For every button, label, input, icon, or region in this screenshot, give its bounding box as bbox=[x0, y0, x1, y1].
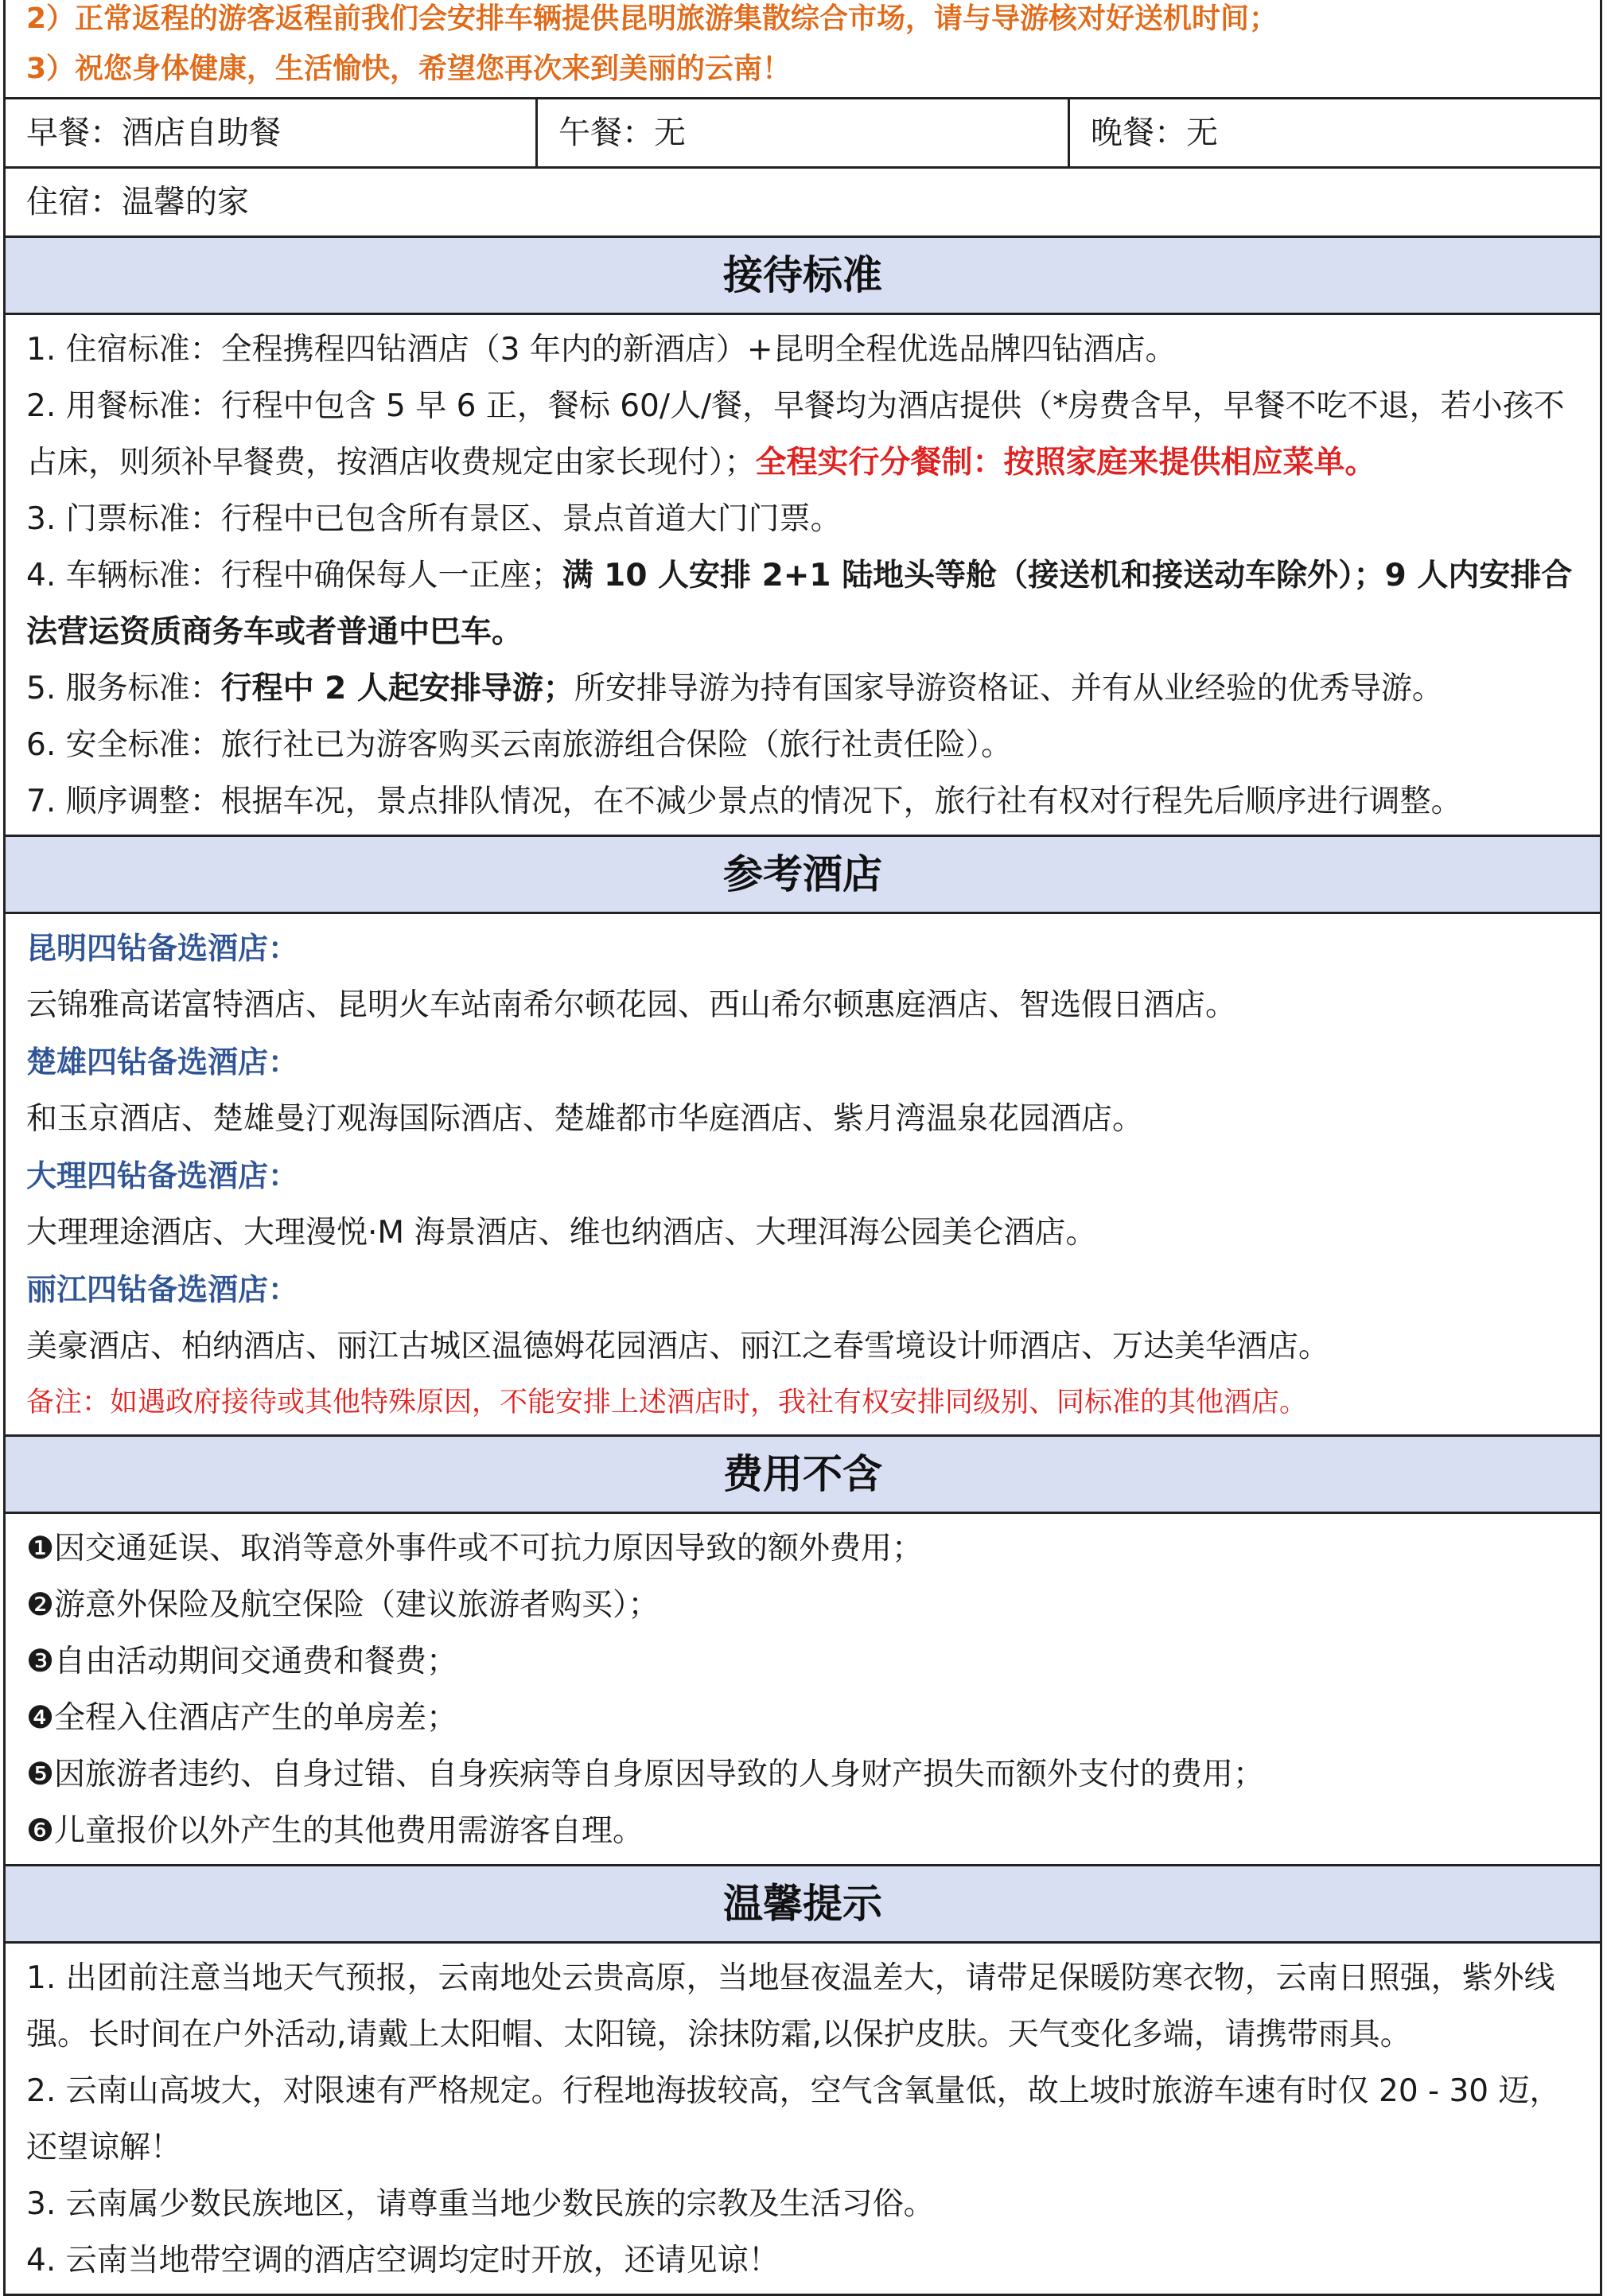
hotel-remark: 备注：如遇政府接待或其他特殊原因，不能安排上述酒店时，我社有权安排同级别、同标准的其他酒店。 bbox=[26, 1387, 1308, 1418]
itinerary-document bbox=[3, 0, 1602, 2296]
tip-item: 1. 出团前注意当地天气预报，云南地处云贵高原，当地昼夜温差大，请带足保暖防寒衣物，云南日照强，紫外线强。长时间在户外活动,请戴上太阳帽、太阳镜，涂抹防霜,以保护皮肤。天气变化多端，请携带雨具。 bbox=[26, 1960, 1555, 2053]
section-title-tips: 温馨提示 bbox=[6, 1864, 1600, 1944]
hotel-group-list: 大理理途酒店、大理漫悦·M 海景酒店、维也纳酒店、大理洱海公园美仑酒店。 bbox=[26, 1215, 1097, 1251]
standard-item-meals bbox=[26, 378, 1579, 491]
return-note: 2）正常返程的游客返程前我们会安排车辆提供昆明旅游集散综合市场，请与导游核对好送机时间； bbox=[26, 2, 1278, 35]
excluded-costs bbox=[6, 1514, 1600, 1864]
dinner-cell: 晚餐：无 bbox=[1091, 115, 1218, 151]
standard-item: 7. 顺序调整：根据车况，景点排队情况，在不减少景点的情况下，旅行社有权对行程先后顺序进行调整。 bbox=[26, 784, 1462, 819]
section-title-excluded: 费用不含 bbox=[6, 1434, 1600, 1514]
excluded-item: ❷游意外保险及航空保险（建议旅游者购买）； bbox=[26, 1587, 660, 1623]
hotel-group-heading: 楚雄四钻备选酒店： bbox=[26, 1045, 299, 1080]
hotel-group-list: 和玉京酒店、楚雄曼汀观海国际酒店、楚雄都市华庭酒店、紫月湾温泉花园酒店。 bbox=[26, 1101, 1144, 1137]
excluded-item: ❹全程入住酒店产生的单房差； bbox=[26, 1700, 457, 1736]
standard-emphasis: 行程中 2 人起安排导游； bbox=[220, 671, 574, 706]
standard-item: 3. 门票标准：行程中已包含所有景区、景点首道大门门票。 bbox=[26, 501, 842, 537]
standard-item-service bbox=[26, 660, 1579, 717]
tip-item: 3. 云南属少数民族地区，请尊重当地少数民族的宗教及生活习俗。 bbox=[26, 2186, 935, 2222]
excluded-item: ❻儿童报价以外产生的其他费用需游客自理。 bbox=[26, 1813, 644, 1849]
farewell-note: 3）祝您身体健康，生活愉快，希望您再次来到美丽的云南！ bbox=[26, 53, 792, 85]
meals-row bbox=[6, 97, 1600, 166]
hotel-group-list: 美豪酒店、柏纳酒店、丽江古城区温德姆花园酒店、丽江之春雪境设计师酒店、万达美华酒店。 bbox=[26, 1329, 1330, 1364]
return-notes bbox=[6, 0, 1600, 97]
itinerary-sheet bbox=[3, 0, 1602, 2296]
hotel-group-list: 云锦雅高诺富特酒店、昆明火车站南希尔顿花园、西山希尔顿惠庭酒店、智选假日酒店。 bbox=[26, 987, 1237, 1023]
tip-item: 2. 云南山高坡大，对限速有严格规定。行程地海拔较高，空气含氧量低，故上坡时旅游车速有时仅 20 - 30 迈，还望谅解！ bbox=[26, 2073, 1561, 2166]
lunch-cell: 午餐：无 bbox=[538, 99, 1070, 166]
standard-text: 2. 用餐标准：行程中包含 5 早 6 正，餐标 60/人/餐，早餐均为酒店提供（*房费含早，早餐不吃不退，若小孩不占床，则须补早餐费，按酒店收费规定由家长现付）； bbox=[26, 388, 1565, 481]
excluded-item: ❶因交通延误、取消等意外事件或不可抗力原因导致的额外费用； bbox=[26, 1531, 923, 1566]
hotel-group-heading: 大理四钻备选酒店： bbox=[26, 1158, 299, 1193]
standard-text: 5. 服务标准： bbox=[26, 671, 221, 706]
standard-emphasis: 满 10 人安排 2+1 陆地头等舱（接送机和接送动车除外）；9 人内安排合法营运资质商务车或者普通中巴车。 bbox=[26, 558, 1573, 650]
standard-item-vehicle bbox=[26, 547, 1579, 660]
tip-item: 4. 云南当地带空调的酒店空调均定时开放，还请见谅！ bbox=[26, 2243, 780, 2278]
hotel-group-heading: 昆明四钻备选酒店： bbox=[26, 931, 299, 966]
excluded-item: ❺因旅游者违约、自身过错、自身疾病等自身原因导致的人身财产损失而额外支付的费用； bbox=[26, 1757, 1264, 1792]
hotel-group-heading: 丽江四钻备选酒店： bbox=[26, 1272, 299, 1307]
lodging-row: 住宿：温馨的家 bbox=[6, 166, 1600, 235]
excluded-item: ❸自由活动期间交通费和餐费； bbox=[26, 1644, 457, 1679]
travel-tips bbox=[6, 1944, 1600, 2294]
section-title-hotels: 参考酒店 bbox=[6, 835, 1600, 914]
section-title-reception: 接待标准 bbox=[6, 235, 1600, 315]
standard-item: 1. 住宿标准：全程携程四钻酒店（3 年内的新酒店）+昆明全程优选品牌四钻酒店。 bbox=[26, 332, 1177, 368]
standard-text: 所安排导游为持有国家导游资格证、并有从业经验的优秀导游。 bbox=[574, 671, 1443, 706]
breakfast-cell: 早餐：酒店自助餐 bbox=[6, 99, 538, 166]
reception-standards bbox=[6, 315, 1600, 835]
standard-item: 6. 安全标准：旅行社已为游客购买云南旅游组合保险（旅行社责任险）。 bbox=[26, 727, 1013, 763]
standard-emphasis: 全程实行分餐制：按照家庭来提供相应菜单。 bbox=[755, 445, 1376, 481]
reference-hotels bbox=[6, 914, 1600, 1434]
standard-text: 4. 车辆标准：行程中确保每人一正座； bbox=[26, 558, 562, 593]
